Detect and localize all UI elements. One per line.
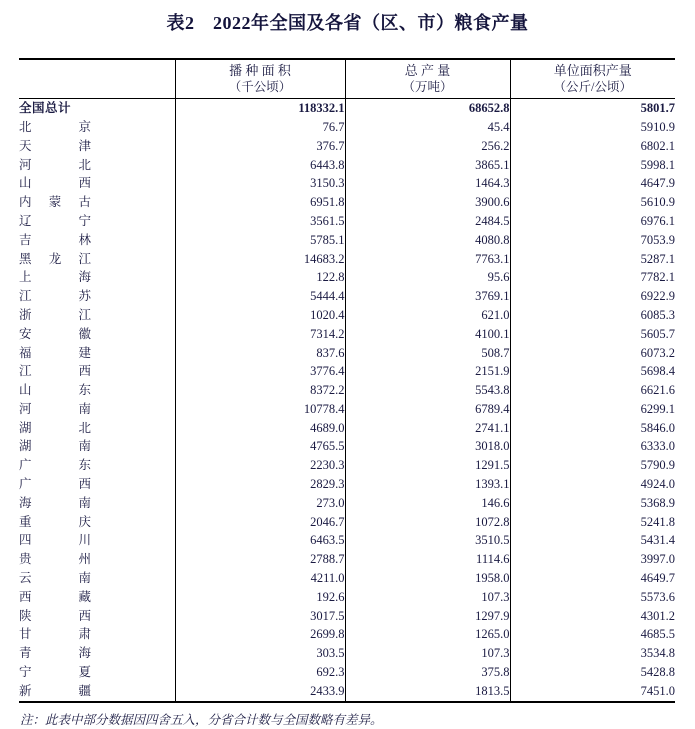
- yield-cell: 6922.9: [640, 289, 675, 304]
- sown-area-cell: 2230.3: [175, 456, 345, 475]
- region-name: 浙江: [19, 307, 91, 322]
- sown-area-cell: 14683.2: [175, 249, 345, 268]
- region-cell: [19, 325, 175, 344]
- region-name: 北京: [19, 119, 91, 134]
- yield-cell: 4647.9: [640, 176, 675, 191]
- region-cell: [19, 456, 175, 475]
- table-row: [19, 343, 675, 362]
- region-cell: [19, 437, 175, 456]
- region-name: 全国总计: [19, 101, 72, 116]
- table-row: [19, 663, 675, 682]
- region-name: 宁夏: [19, 665, 91, 680]
- region-cell: [19, 118, 175, 137]
- table-row: [19, 231, 675, 250]
- yield-cell: 6802.1: [640, 138, 675, 153]
- region-cell: [19, 287, 175, 306]
- yield-cell: 5573.6: [640, 589, 675, 604]
- sown-area-cell: 2046.7: [175, 513, 345, 532]
- total-output-cell: 107.3: [345, 588, 510, 607]
- total-output-cell: 3510.5: [345, 531, 510, 550]
- sown-area-cell: 10778.4: [175, 400, 345, 419]
- sown-area-cell: 76.7: [175, 118, 345, 137]
- sown-area-cell: 6443.8: [175, 155, 345, 174]
- table-row: [19, 625, 675, 644]
- region-name: 福建: [19, 345, 91, 360]
- region-cell: [19, 193, 175, 212]
- sown-area-cell: 6463.5: [175, 531, 345, 550]
- yield-cell: 6085.3: [640, 307, 675, 322]
- sown-area-cell: 4689.0: [175, 419, 345, 438]
- header-sown-area-unit: （千公顷）: [228, 80, 292, 95]
- yield-cell: 6333.0: [640, 439, 675, 454]
- table-row: [19, 268, 675, 287]
- total-output-cell: 68652.8: [345, 99, 510, 118]
- region-name: 贵州: [19, 552, 91, 567]
- table-row: [19, 419, 675, 438]
- header-total-output: [345, 59, 510, 99]
- total-output-cell: 1813.5: [345, 682, 510, 702]
- region-name: 山西: [19, 176, 91, 191]
- yield-cell: 5698.4: [640, 364, 675, 379]
- sown-area-cell: 122.8: [175, 268, 345, 287]
- yield-cell: 4924.0: [640, 477, 675, 492]
- yield-cell: 5910.9: [640, 119, 675, 134]
- sown-area-cell: 5785.1: [175, 231, 345, 250]
- sown-area-cell: 118332.1: [175, 99, 345, 118]
- table-row: [19, 174, 675, 193]
- region-cell: [19, 155, 175, 174]
- total-output-cell: 1265.0: [345, 625, 510, 644]
- total-output-cell: 621.0: [345, 306, 510, 325]
- total-output-cell: 1297.9: [345, 607, 510, 626]
- total-output-cell: 2484.5: [345, 212, 510, 231]
- region-name: 天津: [19, 138, 91, 153]
- yield-cell: 6621.6: [640, 383, 675, 398]
- region-cell: [19, 99, 175, 118]
- yield-cell: 6299.1: [640, 401, 675, 416]
- region-cell: [19, 343, 175, 362]
- page-title: 表2 2022年全国及各省（区、市）粮食产量: [166, 13, 529, 33]
- table-row: [19, 607, 675, 626]
- sown-area-cell: 4211.0: [175, 569, 345, 588]
- total-output-cell: 7763.1: [345, 249, 510, 268]
- total-output-cell: 2151.9: [345, 362, 510, 381]
- table-row: [19, 212, 675, 231]
- table-row: [19, 381, 675, 400]
- table-row: [19, 193, 675, 212]
- table-row: [19, 287, 675, 306]
- total-output-cell: 107.3: [345, 644, 510, 663]
- table-row: [19, 118, 675, 137]
- yield-cell: 4649.7: [640, 571, 675, 586]
- header-sown-area-label: 播 种 面 积: [229, 62, 291, 78]
- total-output-cell: 4100.1: [345, 325, 510, 344]
- yield-cell: 5287.1: [640, 251, 675, 266]
- region-cell: [19, 306, 175, 325]
- region-name: 湖北: [19, 420, 91, 435]
- region-cell: [19, 569, 175, 588]
- table-header: [19, 59, 675, 99]
- total-output-cell: 1114.6: [345, 550, 510, 569]
- header-yield-label: 单位面积产量: [553, 62, 632, 78]
- header-region: [19, 59, 175, 99]
- region-name: 吉林: [19, 232, 91, 247]
- total-output-cell: 508.7: [345, 343, 510, 362]
- total-output-cell: 95.6: [345, 268, 510, 287]
- region-name: 四川: [19, 533, 91, 548]
- header-yield-unit: （公斤/公顷）: [553, 80, 632, 95]
- region-cell: [19, 381, 175, 400]
- table-row: [19, 682, 675, 702]
- yield-cell: 6073.2: [640, 345, 675, 360]
- region-name: 海南: [19, 495, 91, 510]
- yield-cell: 5790.9: [640, 458, 675, 473]
- region-name: 山东: [19, 383, 91, 398]
- sown-area-cell: 2829.3: [175, 475, 345, 494]
- table-row: [19, 362, 675, 381]
- grain-production-table: [19, 58, 675, 703]
- region-cell: [19, 419, 175, 438]
- region-name: 广西: [19, 477, 91, 492]
- yield-cell: 5428.8: [640, 665, 675, 680]
- yield-cell: 3534.8: [640, 646, 675, 661]
- table-row: [19, 475, 675, 494]
- header-total-output-label: 总 产 量: [404, 62, 451, 78]
- total-output-cell: 256.2: [345, 137, 510, 156]
- region-name: 江苏: [19, 289, 91, 304]
- region-cell: [19, 625, 175, 644]
- total-output-cell: 146.6: [345, 494, 510, 513]
- region-cell: [19, 550, 175, 569]
- region-cell: [19, 231, 175, 250]
- sown-area-cell: 303.5: [175, 644, 345, 663]
- table-row: [19, 99, 675, 118]
- table-row: [19, 494, 675, 513]
- sown-area-cell: 3017.5: [175, 607, 345, 626]
- region-cell: [19, 644, 175, 663]
- yield-cell: 4301.2: [640, 608, 675, 623]
- table-row: [19, 569, 675, 588]
- total-output-cell: 3900.6: [345, 193, 510, 212]
- region-cell: [19, 682, 175, 702]
- yield-cell: 7782.1: [640, 270, 675, 285]
- yield-cell: 3997.0: [640, 552, 675, 567]
- header-total-output-unit: （万吨）: [402, 80, 453, 95]
- region-name: 西藏: [19, 589, 91, 604]
- table-row: [19, 588, 675, 607]
- region-name: 广东: [19, 458, 91, 473]
- total-output-cell: 1072.8: [345, 513, 510, 532]
- total-output-cell: 3769.1: [345, 287, 510, 306]
- region-cell: [19, 249, 175, 268]
- region-name: 重庆: [19, 514, 91, 529]
- yield-cell: 5801.7: [640, 101, 675, 116]
- sown-area-cell: 3150.3: [175, 174, 345, 193]
- sown-area-cell: 8372.2: [175, 381, 345, 400]
- sown-area-cell: 837.6: [175, 343, 345, 362]
- sown-area-cell: 4765.5: [175, 437, 345, 456]
- sown-area-cell: 2433.9: [175, 682, 345, 702]
- yield-cell: 5998.1: [640, 157, 675, 172]
- table-row: [19, 437, 675, 456]
- region-cell: [19, 268, 175, 287]
- region-name: 河北: [19, 157, 91, 172]
- region-name: 湖南: [19, 439, 91, 454]
- table-row: [19, 155, 675, 174]
- region-cell: [19, 531, 175, 550]
- sown-area-cell: 1020.4: [175, 306, 345, 325]
- total-output-cell: 1464.3: [345, 174, 510, 193]
- total-output-cell: 5543.8: [345, 381, 510, 400]
- region-cell: [19, 607, 175, 626]
- yield-cell: 5610.9: [640, 195, 675, 210]
- total-output-cell: 6789.4: [345, 400, 510, 419]
- region-name: 陕西: [19, 608, 91, 623]
- yield-cell: 5431.4: [640, 533, 675, 548]
- total-output-cell: 1393.1: [345, 475, 510, 494]
- sown-area-cell: 2788.7: [175, 550, 345, 569]
- header-yield: [510, 59, 675, 99]
- sown-area-cell: 273.0: [175, 494, 345, 513]
- total-output-cell: 3865.1: [345, 155, 510, 174]
- yield-cell: 7451.0: [640, 683, 675, 698]
- total-output-cell: 45.4: [345, 118, 510, 137]
- table-row: [19, 249, 675, 268]
- region-cell: [19, 494, 175, 513]
- total-output-cell: 375.8: [345, 663, 510, 682]
- sown-area-cell: 6951.8: [175, 193, 345, 212]
- header-sown-area: [175, 59, 345, 99]
- region-cell: [19, 400, 175, 419]
- sown-area-cell: 7314.2: [175, 325, 345, 344]
- region-cell: [19, 588, 175, 607]
- region-cell: [19, 137, 175, 156]
- region-name: 甘肃: [19, 627, 91, 642]
- yield-cell: 5846.0: [640, 420, 675, 435]
- table-row: [19, 513, 675, 532]
- region-cell: [19, 362, 175, 381]
- table-row: [19, 550, 675, 569]
- yield-cell: 5605.7: [640, 326, 675, 341]
- table-row: [19, 400, 675, 419]
- region-name: 新疆: [19, 683, 91, 698]
- region-name: 江西: [19, 364, 91, 379]
- table-body: [19, 99, 675, 702]
- region-name: 河南: [19, 401, 91, 416]
- region-cell: [19, 663, 175, 682]
- sown-area-cell: 2699.8: [175, 625, 345, 644]
- sown-area-cell: 192.6: [175, 588, 345, 607]
- sown-area-cell: 3776.4: [175, 362, 345, 381]
- yield-cell: 5241.8: [640, 514, 675, 529]
- yield-cell: 7053.9: [640, 232, 675, 247]
- table-footnote: 注：此表中部分数据因四舍五入，分省合计数与全国数略有差异。: [20, 712, 383, 727]
- yield-cell: 4685.5: [640, 627, 675, 642]
- yield-cell: 5368.9: [640, 495, 675, 510]
- total-output-cell: 1291.5: [345, 456, 510, 475]
- region-name: 青海: [19, 646, 91, 661]
- region-cell: [19, 513, 175, 532]
- region-name: 辽宁: [19, 213, 91, 228]
- sown-area-cell: 3561.5: [175, 212, 345, 231]
- region-name: 内蒙古: [19, 195, 91, 210]
- region-cell: [19, 174, 175, 193]
- total-output-cell: 3018.0: [345, 437, 510, 456]
- table-row: [19, 456, 675, 475]
- total-output-cell: 2741.1: [345, 419, 510, 438]
- region-name: 云南: [19, 571, 91, 586]
- region-cell: [19, 212, 175, 231]
- region-name: 安徽: [19, 326, 91, 341]
- total-output-cell: 4080.8: [345, 231, 510, 250]
- table-row: [19, 531, 675, 550]
- sown-area-cell: 5444.4: [175, 287, 345, 306]
- yield-cell: 6976.1: [640, 213, 675, 228]
- table-row: [19, 325, 675, 344]
- total-output-cell: 1958.0: [345, 569, 510, 588]
- table-row: [19, 306, 675, 325]
- header-row: [19, 59, 675, 99]
- sown-area-cell: 376.7: [175, 137, 345, 156]
- region-name: 黑龙江: [19, 251, 91, 266]
- region-cell: [19, 475, 175, 494]
- table-row: [19, 644, 675, 663]
- region-name: 上海: [19, 270, 91, 285]
- table-row: [19, 137, 675, 156]
- sown-area-cell: 692.3: [175, 663, 345, 682]
